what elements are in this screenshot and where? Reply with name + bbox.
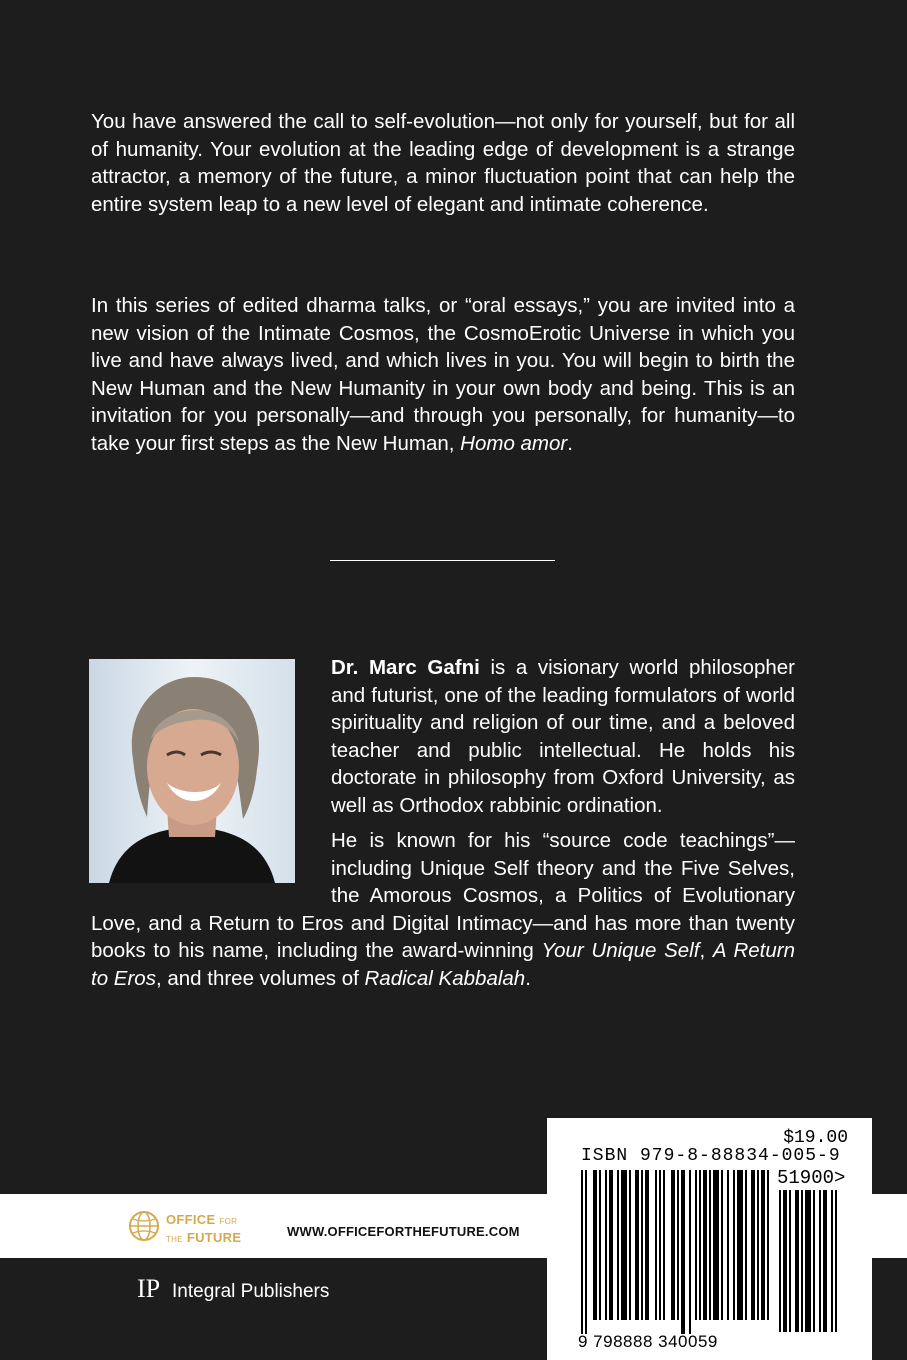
series-paragraph-text: In this series of edited dharma talks, or “oral essays,” you are invited into a new vision of the Intimate Cosmos, the CosmoErotic Universe in which you live and have always lived, and which lives in you. You will begin to birth the New Human and the New Humanity in your own body and being. This is an invitation for you personally—and through you personally, for humanity—to take your first steps as the New Human, [91,294,795,455]
intro-paragraph: You have answered the call to self-evolution—not only for yourself, but for all of humanity. Your evolution at the leading edge of development is a strange attractor, a memory of the future, a minor fluctuation point that can help the entire system leap to a new level of elegant and intimate coherence. [91,110,795,216]
barcode-bar [699,1170,701,1320]
office-for-the-future-globe-icon [128,1210,160,1242]
barcode-bar [635,1170,639,1320]
homo-amor-italic: Homo amor [460,431,568,455]
author-bio [91,654,795,1000]
barcode-bar [767,1170,769,1320]
ean-digits: 9 798888 340059 [578,1332,718,1351]
office-text: OFFICE [166,1212,216,1227]
book-separator-1: , [699,939,713,962]
book-title-your-unique-self: Your Unique Self [541,939,700,962]
barcode-bar [721,1170,723,1320]
office-the-text: THE [166,1235,183,1244]
integral-publishers-logo: IP [137,1274,161,1303]
barcode-bar [823,1190,827,1332]
book-separator-2: , and three volumes of [155,966,365,990]
barcode-bar [745,1170,747,1320]
barcode-bar [835,1190,837,1332]
barcode-bar [621,1170,627,1320]
barcode-box [547,1118,872,1360]
barcode-bar [709,1170,711,1320]
book-title-radical-kabbalah: Radical Kabbalah [364,966,526,990]
barcode-bar [713,1170,719,1320]
barcode-bar [727,1170,729,1320]
barcode-bar [801,1190,803,1332]
barcode-bar [805,1190,811,1332]
barcode-bar [783,1190,787,1332]
addon-barcode [779,1190,853,1332]
barcode-addon-digits: 51900> [777,1167,846,1189]
ean13-barcode [581,1170,771,1334]
section-divider [330,560,555,561]
barcode-bar [585,1170,587,1334]
price-label: $19.00 [783,1128,848,1148]
office-for-text: FOR [219,1217,238,1226]
barcode-bar [599,1170,601,1320]
barcode-bar [789,1190,791,1332]
barcode-bar [695,1170,697,1320]
barcode-bar [605,1170,607,1320]
barcode-bar [795,1190,799,1332]
author-bio-end: . [525,966,531,990]
barcode-bar [819,1190,821,1332]
author-bio-text-2: He is known for his “source code teachings”—including Unique Self theory and the Five Selves, the Amorous Cosmos, a Politics of Evolutionary Love, and a Return to Eros and Digital Intimacy—and has more than twenty books to his name, including the award-winning [91,829,795,962]
barcode-bar [663,1170,665,1320]
barcode-bar [737,1170,743,1320]
author-name: Dr. Marc Gafni [331,656,480,679]
barcode-bar [757,1170,759,1320]
publisher-url: WWW.OFFICEFORTHEFUTURE.COM [287,1224,520,1239]
barcode-bar [689,1170,691,1334]
barcode-bar [609,1170,613,1320]
series-paragraph [91,292,795,457]
barcode-bar [671,1170,675,1320]
barcode-bar [641,1170,643,1320]
barcode-bar [779,1190,781,1332]
barcode-bar [659,1170,661,1320]
barcode-bar [593,1170,597,1320]
barcode-bar [617,1170,619,1320]
office-for-the-future-logo-text [166,1213,241,1246]
barcode-bar [831,1190,833,1332]
barcode-bar [645,1170,649,1320]
barcode-bar [761,1170,765,1320]
barcode-bar [655,1170,657,1320]
office-future-text: FUTURE [186,1230,242,1245]
integral-publishers-name: Integral Publishers [172,1281,330,1302]
barcode-bar [751,1170,755,1320]
barcode-bar [703,1170,707,1320]
barcode-bar [733,1170,735,1320]
series-paragraph-end: . [567,431,573,455]
barcode-bar [629,1170,631,1320]
author-bio-text-1: is a visionary world philosopher and futurist, one of the leading formulators of world spirituality and religion of our time, and a beloved teacher and public intellectual. He holds his doctorate in philosophy from Oxford University, as well as Orthodox rabbinic ordination. [331,656,795,817]
barcode-bar [681,1170,685,1334]
isbn-label: ISBN 979-8-88834-005-9 [581,1146,841,1166]
barcode-bar [813,1190,815,1332]
barcode-bar [677,1170,679,1320]
barcode-bar [581,1170,583,1334]
book-title-a-return-to-eros: A Return to Eros [91,939,795,990]
